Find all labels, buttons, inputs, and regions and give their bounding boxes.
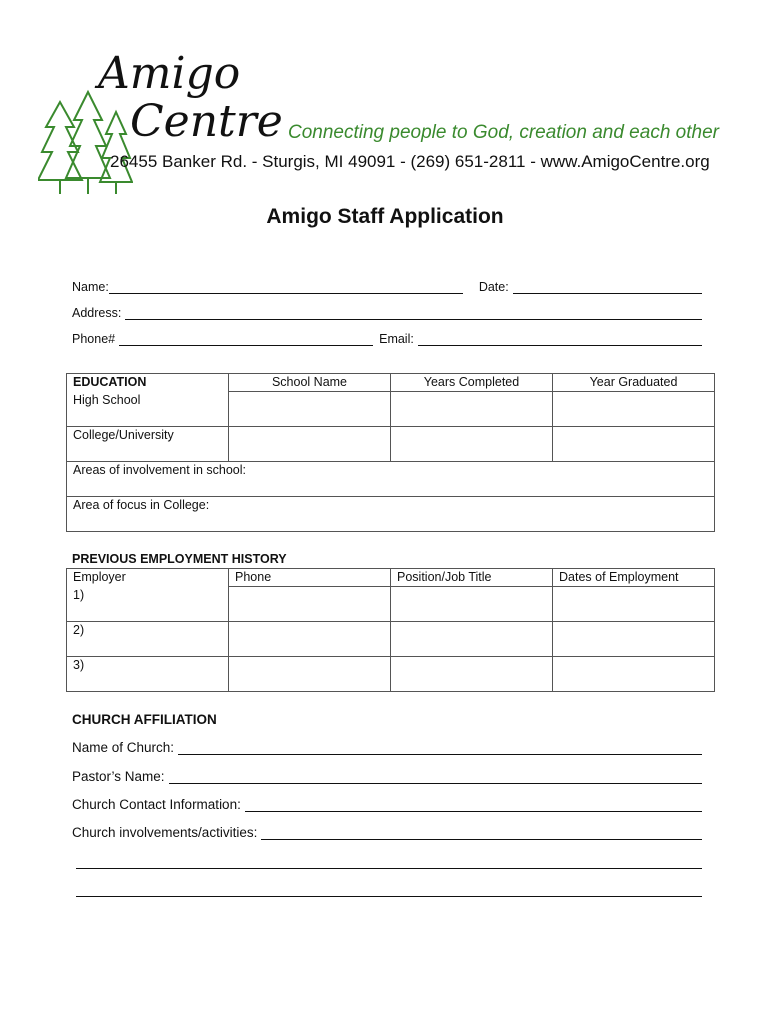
high-school-years-cell[interactable] — [391, 392, 553, 427]
high-school-graduated-cell[interactable] — [553, 392, 715, 427]
phone-email-row — [72, 331, 702, 346]
church-name-field[interactable] — [178, 740, 702, 755]
involvements-extra-line-1[interactable] — [76, 868, 702, 869]
phone-3-cell[interactable] — [229, 657, 391, 692]
table-row — [67, 427, 715, 462]
phone-2-cell[interactable] — [229, 622, 391, 657]
address-row — [72, 305, 702, 320]
involvements-extra-line-2[interactable] — [76, 896, 702, 897]
employer-1-cell[interactable]: 1) — [67, 587, 229, 622]
college-graduated-cell[interactable] — [553, 427, 715, 462]
church-involvements-field[interactable] — [261, 825, 702, 840]
position-2-cell[interactable] — [391, 622, 553, 657]
high-school-name-cell[interactable] — [229, 392, 391, 427]
education-header: EDUCATION — [67, 374, 229, 392]
date-label: Date: — [478, 280, 509, 294]
dates-3-cell[interactable] — [553, 657, 715, 692]
pastor-field[interactable] — [169, 769, 702, 784]
church-section-title: CHURCH AFFILIATION — [72, 712, 217, 727]
church-contact-field[interactable] — [245, 797, 702, 812]
phone-label: Phone# — [72, 332, 116, 346]
church-name-row — [72, 740, 702, 755]
form-title: Amigo Staff Application — [266, 205, 504, 228]
phone-header: Phone — [229, 569, 391, 587]
employment-section-title: PREVIOUS EMPLOYMENT HISTORY — [72, 552, 287, 566]
dates-header: Dates of Employment — [553, 569, 715, 587]
date-field[interactable] — [513, 279, 702, 294]
table-row — [67, 392, 715, 427]
school-name-header: School Name — [229, 374, 391, 392]
phone-1-cell[interactable] — [229, 587, 391, 622]
tagline: Connecting people to God, creation and each other — [288, 122, 719, 143]
table-row — [67, 374, 715, 392]
logo-amigo-text: Amigo — [98, 48, 241, 99]
table-row — [67, 587, 715, 622]
address-label: Address: — [72, 306, 122, 320]
dates-2-cell[interactable] — [553, 622, 715, 657]
college-label: College/University — [67, 427, 229, 462]
pine-trees-icon — [38, 82, 133, 207]
table-row — [67, 622, 715, 657]
table-row — [67, 497, 715, 532]
position-3-cell[interactable] — [391, 657, 553, 692]
position-1-cell[interactable] — [391, 587, 553, 622]
church-involvements-label: Church involvements/activities: — [72, 825, 258, 840]
employer-header: Employer — [67, 569, 229, 587]
logo-centre-text: Centre — [130, 96, 283, 147]
position-header: Position/Job Title — [391, 569, 553, 587]
college-years-cell[interactable] — [391, 427, 553, 462]
table-row — [67, 569, 715, 587]
pastor-row — [72, 769, 702, 784]
employer-3-cell[interactable]: 3) — [67, 657, 229, 692]
letterhead — [38, 48, 719, 182]
employer-2-cell[interactable]: 2) — [67, 622, 229, 657]
table-row — [67, 462, 715, 497]
name-date-row — [72, 279, 702, 294]
dates-1-cell[interactable] — [553, 587, 715, 622]
church-contact-label: Church Contact Information: — [72, 797, 241, 812]
church-involvements-row — [72, 825, 702, 840]
college-name-cell[interactable] — [229, 427, 391, 462]
year-graduated-header: Year Graduated — [553, 374, 715, 392]
phone-field[interactable] — [119, 331, 373, 346]
employment-table — [66, 568, 715, 692]
email-field[interactable] — [418, 331, 702, 346]
table-row — [67, 657, 715, 692]
areas-involvement-cell[interactable]: Areas of involvement in school: — [67, 462, 715, 497]
name-label: Name: — [72, 280, 109, 294]
pastor-label: Pastor’s Name: — [72, 769, 165, 784]
church-name-label: Name of Church: — [72, 740, 175, 755]
education-table — [66, 373, 715, 532]
high-school-label: High School — [67, 392, 229, 427]
area-focus-cell[interactable]: Area of focus in College: — [67, 497, 715, 532]
address-field[interactable] — [125, 305, 702, 320]
name-field[interactable] — [109, 279, 463, 294]
church-contact-row — [72, 797, 702, 812]
years-completed-header: Years Completed — [391, 374, 553, 392]
email-label: Email: — [379, 332, 414, 346]
contact-address: 26455 Banker Rd. - Sturgis, MI 49091 - (269) 651-2811 - www.AmigoCentre.org — [110, 152, 710, 171]
